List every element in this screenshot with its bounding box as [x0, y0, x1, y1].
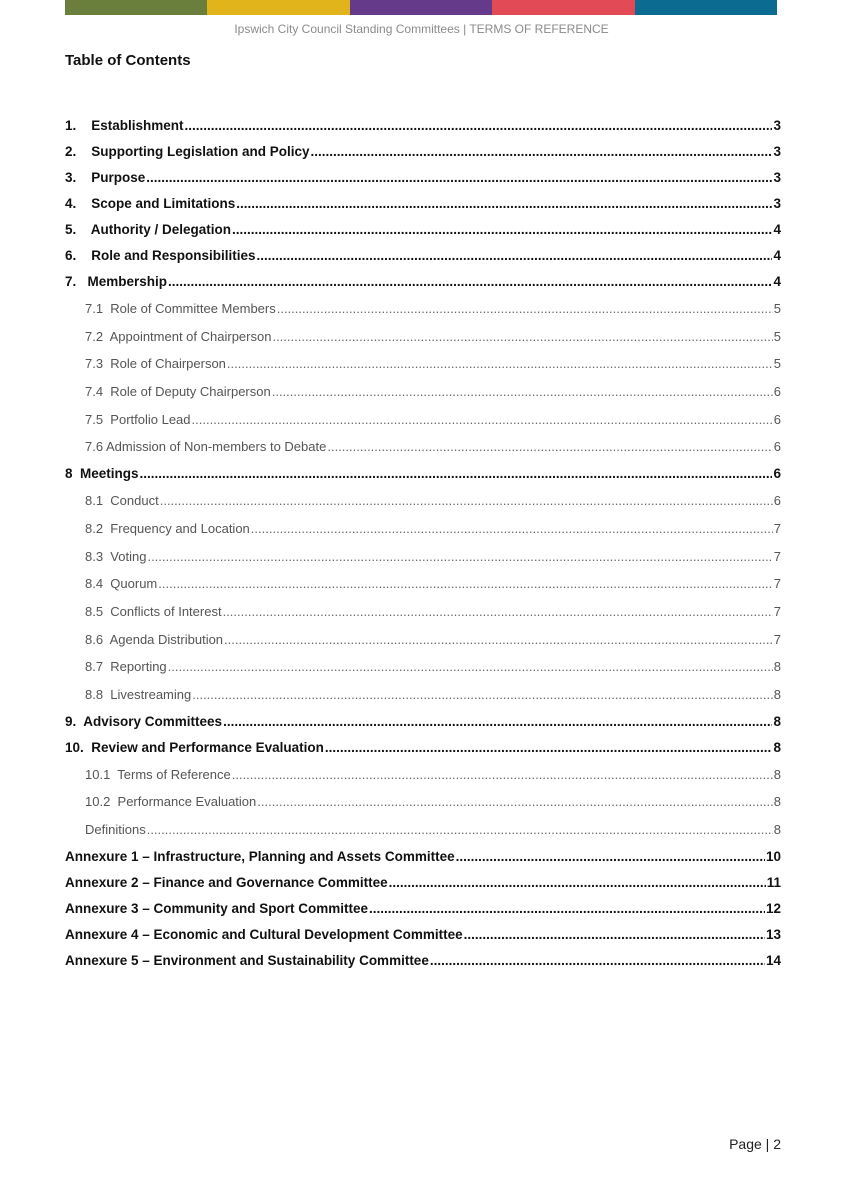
toc-entry-page: 11 — [766, 874, 781, 890]
toc-subentry[interactable] — [65, 378, 781, 406]
toc-entry-label: 8.8 Livestreaming — [85, 686, 192, 702]
toc-leader-dots — [251, 515, 773, 543]
toc-leader-dots — [277, 295, 773, 323]
toc-leader-dots — [140, 461, 773, 487]
toc-entry-label: Annexure 2 – Finance and Governance Committee — [65, 874, 388, 890]
toc-leader-dots — [369, 896, 765, 922]
toc-entry-page: 7 — [773, 576, 781, 592]
toc-leader-dots — [257, 243, 773, 269]
toc-subentry[interactable] — [65, 788, 781, 816]
toc-subentry[interactable] — [65, 543, 781, 571]
toc-leader-dots — [257, 788, 772, 816]
toc-entry-page: 8 — [773, 713, 781, 729]
toc-entry-page: 4 — [773, 222, 781, 237]
toc-leader-dots — [168, 653, 773, 681]
toc-leader-dots — [147, 543, 772, 571]
toc-subentry[interactable] — [65, 487, 781, 515]
toc-entry-page: 4 — [773, 248, 781, 263]
toc-entry-label: Annexure 5 – Environment and Sustainability Committee — [65, 952, 429, 968]
color-segment-red — [492, 0, 634, 15]
toc-entry-label: 7.6 Admission of Non-members to Debate — [85, 439, 327, 455]
color-segment-green — [65, 0, 207, 15]
toc-leader-dots — [223, 709, 772, 735]
toc-entry-label: 7. Membership — [65, 274, 168, 289]
toc-leader-dots — [311, 139, 773, 165]
toc-leader-dots — [272, 323, 772, 351]
toc-entry-page: 6 — [773, 493, 781, 509]
toc-leader-dots — [192, 406, 773, 434]
toc-leader-dots — [430, 948, 765, 974]
toc-entry-page: 13 — [765, 926, 781, 942]
toc-entry[interactable] — [65, 896, 781, 922]
toc-entry-label: 8.2 Frequency and Location — [85, 520, 250, 536]
toc-entry-label: 8.1 Conduct — [85, 493, 159, 509]
toc-entry-page: 8 — [773, 794, 781, 810]
toc-entry[interactable] — [65, 948, 781, 974]
toc-leader-dots — [224, 626, 773, 654]
toc-entry[interactable] — [65, 922, 781, 948]
toc-subentry[interactable] — [65, 626, 781, 654]
toc-leader-dots — [272, 378, 773, 406]
toc-leader-dots — [192, 681, 773, 709]
toc-entry[interactable] — [65, 709, 781, 735]
toc-entry-page: 7 — [773, 603, 781, 619]
toc-entry-label: 10. Review and Performance Evaluation — [65, 739, 324, 755]
toc-entry[interactable] — [65, 165, 781, 191]
toc-entry[interactable] — [65, 217, 781, 243]
toc-entry-label: 8.4 Quorum — [85, 576, 158, 592]
color-segment-blue — [635, 0, 777, 15]
toc-entry-label: 7.5 Portfolio Lead — [85, 411, 191, 427]
toc-entry[interactable] — [65, 113, 781, 139]
toc-entry-label: 8.3 Voting — [85, 548, 147, 564]
toc-entry[interactable] — [65, 870, 781, 896]
toc-entry-page: 8 — [773, 686, 781, 702]
toc-entry-label: Definitions — [85, 822, 146, 837]
toc-entry-page: 7 — [773, 520, 781, 536]
toc-subentry[interactable] — [65, 570, 781, 598]
toc-entry-label: 10.1 Terms of Reference — [85, 766, 231, 782]
toc-entry-page: 3 — [773, 118, 781, 133]
toc-entry[interactable] — [65, 139, 781, 165]
toc-subentry[interactable] — [65, 653, 781, 681]
toc-leader-dots — [236, 191, 772, 217]
toc-entry-label: 7.4 Role of Deputy Chairperson — [85, 384, 271, 400]
toc-subentry[interactable] — [65, 816, 781, 844]
toc-entry-page: 7 — [773, 631, 781, 647]
toc-entry-label: 8.6 Agenda Distribution — [85, 631, 224, 647]
toc-leader-dots — [158, 570, 773, 598]
toc-entry[interactable] — [65, 269, 781, 295]
toc-entry-label: 8 Meetings — [65, 466, 139, 482]
toc-entry-page: 5 — [773, 356, 781, 372]
toc-entry-label: Annexure 4 – Economic and Cultural Development Committee — [65, 926, 463, 942]
toc-entry-page: 6 — [773, 439, 781, 455]
toc-leader-dots — [185, 113, 773, 139]
toc-entry-label: 2. Supporting Legislation and Policy — [65, 144, 310, 159]
toc-subentry[interactable] — [65, 406, 781, 434]
toc-entry-label: 7.1 Role of Committee Members — [85, 301, 276, 316]
toc-entry-page: 3 — [773, 144, 781, 159]
toc-entry-page: 3 — [773, 170, 781, 185]
toc-entry-label: 3. Purpose — [65, 170, 146, 185]
toc-subentry[interactable] — [65, 295, 781, 323]
toc-entry-page: 3 — [773, 196, 781, 211]
page-number: Page | 2 — [729, 1136, 781, 1152]
toc-leader-dots — [223, 598, 773, 626]
toc-entry[interactable] — [65, 844, 781, 870]
toc-subentry[interactable] — [65, 350, 781, 378]
toc-subentry[interactable] — [65, 515, 781, 543]
toc-subentry[interactable] — [65, 761, 781, 789]
toc-entry-page: 8 — [773, 659, 781, 675]
toc-entry-label: Annexure 3 – Community and Sport Committee — [65, 900, 369, 916]
toc-entry-label: 4. Scope and Limitations — [65, 196, 236, 211]
table-of-contents — [65, 113, 781, 974]
toc-entry-label: 7.3 Role of Chairperson — [85, 356, 226, 372]
header-color-bar — [65, 0, 777, 15]
toc-subentry[interactable] — [65, 323, 781, 351]
toc-entry-label: 5. Authority / Delegation — [65, 222, 232, 237]
toc-entry-page: 5 — [773, 301, 781, 316]
color-segment-purple — [350, 0, 492, 15]
toc-leader-dots — [389, 870, 766, 896]
toc-entry[interactable] — [65, 735, 781, 761]
color-segment-yellow — [207, 0, 349, 15]
toc-leader-dots — [464, 922, 765, 948]
toc-title: Table of Contents — [65, 52, 191, 69]
toc-entry-page: 10 — [765, 848, 781, 864]
toc-entry[interactable] — [65, 461, 781, 487]
toc-leader-dots — [456, 844, 765, 870]
toc-entry-label: 10.2 Performance Evaluation — [85, 794, 257, 810]
toc-leader-dots — [160, 487, 773, 515]
toc-entry-page: 8 — [773, 766, 781, 782]
toc-entry-page: 12 — [765, 900, 781, 916]
toc-entry-page: 6 — [773, 411, 781, 427]
toc-entry-page: 14 — [765, 952, 781, 968]
toc-leader-dots — [147, 816, 773, 844]
toc-entry-page: 5 — [773, 328, 781, 344]
running-header: Ipswich City Council Standing Committees | TERMS OF REFERENCE — [234, 22, 609, 36]
toc-leader-dots — [232, 761, 773, 789]
toc-entry-label: 8.5 Conflicts of Interest — [85, 603, 222, 619]
toc-entry-page: 4 — [773, 274, 781, 289]
toc-leader-dots — [325, 735, 773, 761]
toc-entry[interactable] — [65, 243, 781, 269]
toc-leader-dots — [168, 269, 772, 295]
toc-leader-dots — [227, 350, 773, 378]
toc-entry-page: 7 — [773, 548, 781, 564]
toc-entry-label: 8.7 Reporting — [85, 659, 167, 675]
toc-leader-dots — [146, 165, 772, 191]
toc-entry-label: 6. Role and Responsibilities — [65, 248, 256, 263]
toc-entry-label: 7.2 Appointment of Chairperson — [85, 328, 272, 344]
toc-entry-page: 8 — [773, 739, 781, 755]
toc-subentry[interactable] — [65, 598, 781, 626]
toc-leader-dots — [327, 433, 772, 461]
toc-entry-page: 6 — [773, 466, 781, 482]
toc-entry-page: 6 — [773, 384, 781, 400]
toc-entry-label: 1. Establishment — [65, 118, 184, 133]
toc-entry-page: 8 — [773, 822, 781, 837]
toc-leader-dots — [232, 217, 772, 243]
toc-entry[interactable] — [65, 191, 781, 217]
toc-subentry[interactable] — [65, 681, 781, 709]
toc-subentry[interactable] — [65, 433, 781, 461]
toc-entry-label: 9. Advisory Committees — [65, 713, 223, 729]
toc-entry-label: Annexure 1 – Infrastructure, Planning and Assets Committee — [65, 848, 455, 864]
